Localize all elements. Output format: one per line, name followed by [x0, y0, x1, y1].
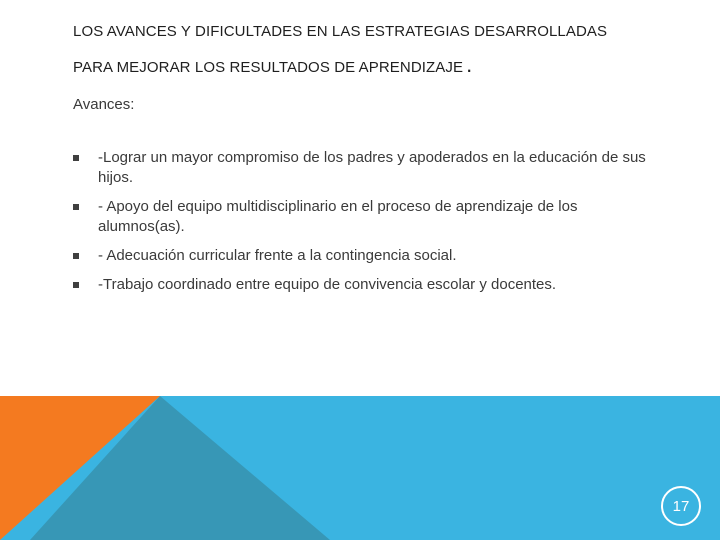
square-bullet-icon [73, 204, 79, 210]
bullet-text: - Apoyo del equipo multidisciplinario en el proceso de aprendizaje de los alumnos(as). [98, 198, 578, 235]
bullet-item [73, 275, 653, 295]
page-number-badge: 17 [661, 486, 701, 526]
decorative-footer-shapes [0, 396, 720, 540]
title-end-mark: . [466, 52, 473, 77]
bullet-text: -Lograr un mayor compromiso de los padres y apoderados en la educación de sus hijos. [98, 149, 646, 186]
bullet-text: -Trabajo coordinado entre equipo de convivencia escolar y docentes. [98, 276, 557, 293]
bullet-item [73, 246, 653, 266]
title-line-2 [73, 54, 693, 82]
bullet-list [73, 148, 653, 295]
square-bullet-icon [73, 155, 79, 161]
bullet-text: - Adecuación curricular frente a la contingencia social. [98, 247, 457, 264]
square-bullet-icon [73, 253, 79, 259]
bullet-item [73, 148, 653, 188]
title-line-1: LOS AVANCES Y DIFICULTADES EN LAS ESTRATEGIAS DESARROLLADAS [73, 23, 608, 40]
title-line-2-text: PARA MEJORAR LOS RESULTADOS DE APRENDIZAJE [73, 59, 464, 76]
bullet-item [73, 197, 653, 237]
square-bullet-icon [73, 282, 79, 288]
slide-title [73, 18, 693, 82]
section-subtitle: Avances: [73, 96, 135, 113]
